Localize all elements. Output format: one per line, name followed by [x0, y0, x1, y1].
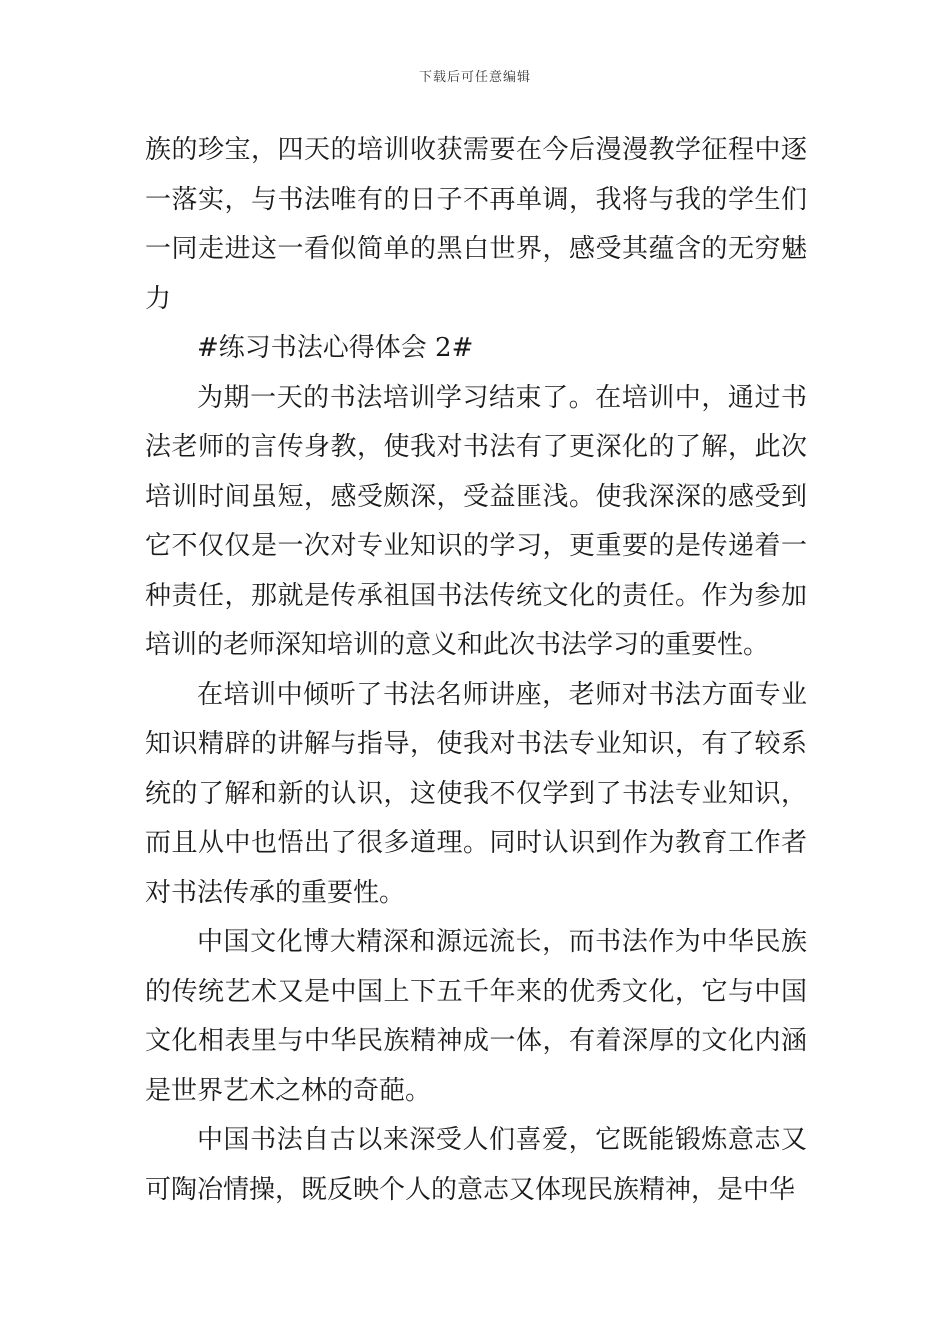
section-heading: #练习书法心得体会 2# — [197, 333, 474, 363]
header-note: 下载后可任意编辑 — [418, 70, 531, 85]
paragraph-continuation: 族的珍宝，四天的培训收获需要在今后漫漫教学征程中逐一落实，与书法唯有的日子不再单调，我将与我的学生们一同走进这一看似简单的黑白世界，感受其蕴含的无穷魅力 — [145, 135, 807, 314]
paragraph: 中国文化博大精深和源远流长，而书法作为中华民族的传统艺术又是中国上下五千年来的优秀文化，它与中国文化相表里与中华民族精神成一体，有着深厚的文化内涵是世界艺术之林的奇葩。 — [145, 927, 807, 1106]
body-text — [145, 126, 807, 1215]
paragraph: 为期一天的书法培训学习结束了。在培训中，通过书法老师的言传身教，使我对书法有了更深化的了解，此次培训时间虽短，感受颇深，受益匪浅。使我深深的感受到它不仅仅是一次对专业知识的学习，更重要的是传递着一种责任，那就是传承祖国书法传统文化的责任。作为参加培训的老师深知培训的意义和此次书法学习的重要性。 — [145, 382, 807, 660]
paragraph: 在培训中倾听了书法名师讲座，老师对书法方面专业知识精辟的讲解与指导，使我对书法专业知识，有了较系统的了解和新的认识，这使我不仅学到了书法专业知识，而且从中也悟出了很多道理。同时认识到作为教育工作者对书法传承的重要性。 — [145, 679, 807, 908]
paragraph: 中国书法自古以来深受人们喜爱，它既能锻炼意志又可陶冶情操，既反映个人的意志又体现民族精神，是中华 — [145, 1125, 807, 1205]
